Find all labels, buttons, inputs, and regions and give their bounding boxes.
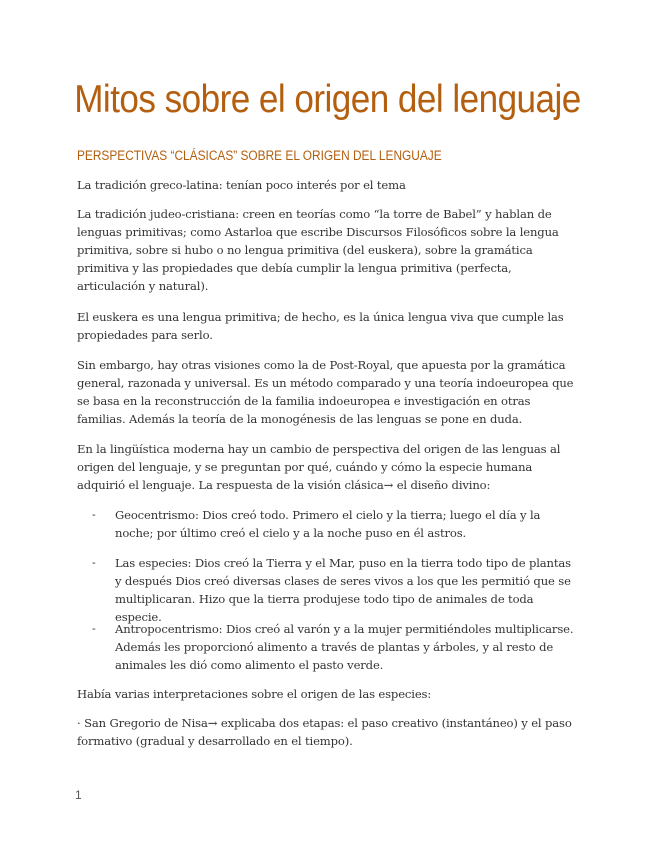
paragraph-judeo-cristiana: La tradición judeo-cristiana: creen en teorías como “la torre de Babel” y hablan de lenguas primitivas; como Astarloa que escribe Discursos Filosóficos sobre la lengua primitiva, sobre si hubo o no lengua primitiva (del euskera), sobre la gramática primitiva y las propiedades que debía cumplir la lengua primitiva (perfecta, articulación y natural).: [77, 207, 559, 293]
list-item-geocentrismo: [92, 506, 580, 542]
list-item-text: Antropocentrismo: Dios creó al varón y a la mujer permitiéndoles multiplicarse. Además les proporcionó alimento a través de plantas y árboles, y al resto de animales les dió como alimento el pasto verde.: [115, 622, 574, 672]
bullet-dash: -: [92, 556, 96, 569]
list-item-text: Las especies: Dios creó la Tierra y el Mar, puso en la tierra todo tipo de plantas y después Dios creó diversas clases de seres vivos a los que les permitió que se multiplicaran. Hizo que la tierra produjese todo tipo de animales de toda especie.: [115, 556, 571, 624]
paragraph-greco-latina: La tradición greco-latina: tenían poco interés por el tema: [77, 178, 406, 192]
section-heading: PERSPECTIVAS “CLÁSICAS” SOBRE EL ORIGEN DEL LENGUAJE: [77, 148, 442, 163]
bullet-dash: -: [92, 508, 96, 521]
page-title: Mitos sobre el origen del lenguaje: [74, 78, 581, 121]
paragraph-interpretaciones: Había varias interpretaciones sobre el origen de las especies:: [77, 687, 432, 701]
bullet-dash: -: [92, 622, 96, 635]
list-item-text: Geocentrismo: Dios creó todo. Primero el cielo y la tierra; luego el día y la noche; por último creó el cielo y a la noche puso en él astros.: [115, 508, 541, 540]
page-number: 1: [75, 788, 82, 802]
list-item-especies: [92, 554, 580, 626]
paragraph-linguistica-moderna: En la lingüística moderna hay un cambio de perspectiva del origen de las lenguas al origen del lenguaje, y se preguntan por qué, cuándo y cómo la especie humana adquirió el lenguaje. La respuesta de la visión clásica→ el diseño divino:: [77, 442, 561, 492]
paragraph-euskera: El euskera es una lengua primitiva; de hecho, es la única lengua viva que cumple las propiedades para serlo.: [77, 310, 564, 342]
paragraph-san-gregorio: · San Gregorio de Nisa→ explicaba dos etapas: el paso creativo (instantáneo) y el paso formativo (gradual y desarrollado en el tiempo).: [77, 716, 572, 748]
paragraph-post-royal: Sin embargo, hay otras visiones como la de Post-Royal, que apuesta por la gramática general, razonada y universal. Es un método comparado y una teoría indoeuropea que se basa en la reconstrucción de la familia indoeuropea e investigación en otras familias. Además la teoría de la monogénesis de las lenguas se pone en duda.: [77, 358, 574, 426]
list-item-antropocentrismo: [92, 620, 580, 674]
